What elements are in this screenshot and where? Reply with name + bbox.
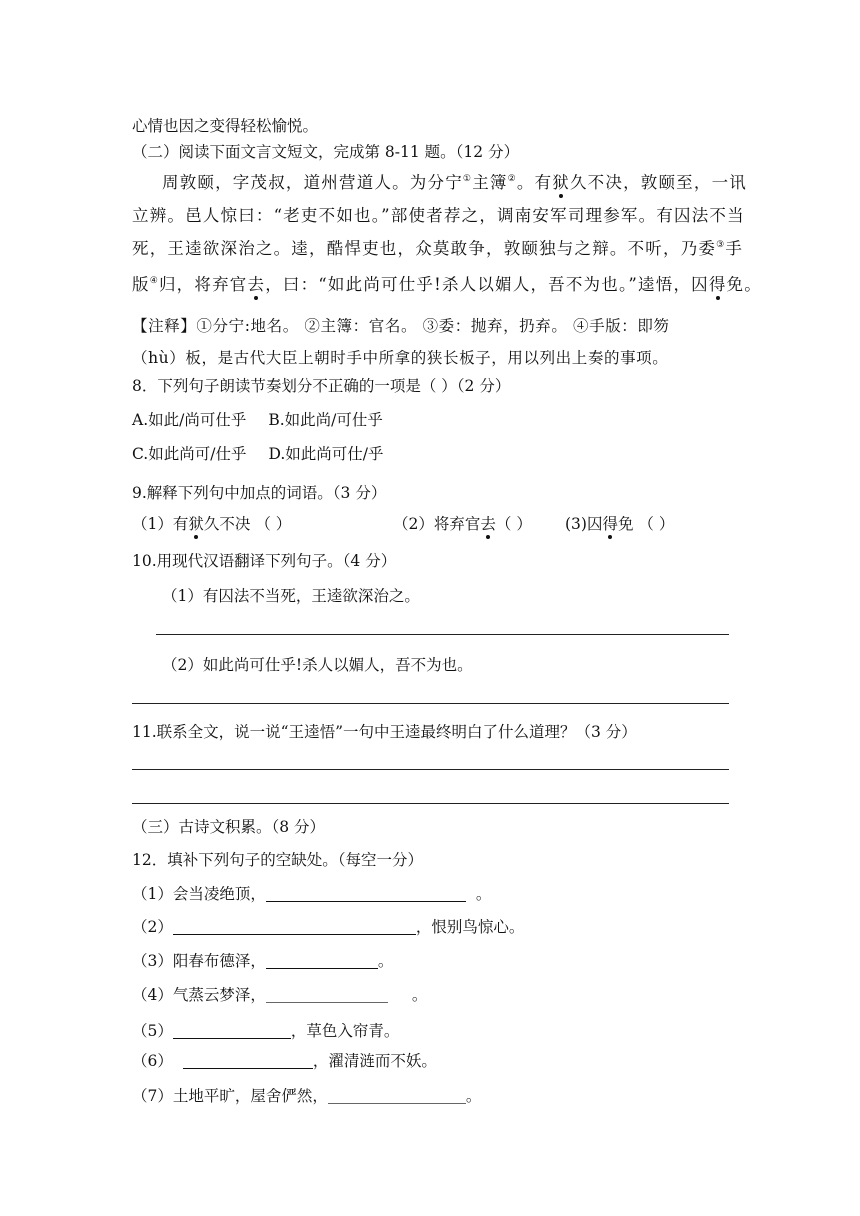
dotted-word-qu: 去 — [247, 275, 266, 294]
answer-line-11-1[interactable] — [132, 769, 729, 770]
footnote-3-marker: ③ — [716, 240, 726, 250]
footnote-4-marker: ④ — [149, 276, 159, 286]
fill-blank-3: （3）阳春布德泽， 。 — [132, 952, 394, 970]
question-9: 9.解释下列句中加点的词语。（3 分） — [132, 484, 387, 502]
dotted-word-qu-q9: 去 — [480, 515, 496, 533]
question-11: 11.联系全文，说一说“王逵悟”一句中王逵最终明白了什么道理？（3 分） — [132, 723, 637, 741]
question-8: 8．下列句子朗读节奏划分不正确的一项是（ ）（2 分） — [132, 377, 511, 395]
dotted-word-de: 得 — [708, 275, 727, 294]
passage-line-3: 死，王逵欲深治之。逵，酷悍吏也，众莫敢争，敦颐独与之辩。不听，乃委③手 — [132, 239, 744, 258]
blank-5[interactable] — [173, 1022, 291, 1039]
dotted-word-yu: 狱 — [552, 173, 570, 192]
option-b: B.如此尚/可仕乎 — [268, 411, 383, 429]
question-9-item-3: (3)囚得免 （ ） — [565, 515, 675, 533]
passage-line-2: 立辨。邑人惊曰：“老吏不如也。”部使者荐之，调南安军司理参军。有囚法不当 — [132, 206, 745, 225]
question-9-item-2: （2）将弃官去（ ） — [393, 515, 532, 533]
blank-6[interactable] — [183, 1052, 313, 1069]
answer-line-10-2[interactable] — [132, 703, 729, 704]
answer-line-11-2[interactable] — [132, 803, 729, 804]
fill-blank-5: （5） ，草色入帘青。 — [132, 1022, 400, 1040]
fill-blank-6: （6） ，濯清涟而不妖。 — [132, 1052, 437, 1070]
answer-line-10-1[interactable] — [156, 634, 729, 635]
section-three-heading: （三）古诗文积累。（8 分） — [132, 818, 326, 836]
section-two-heading: （二）阅读下面文言文短文，完成第 8-11 题。（12 分） — [132, 143, 520, 161]
fill-blank-4: （4）气蒸云梦泽， 。 — [132, 986, 428, 1004]
question-9-item-1: （1）有狱久不决 （ ） — [132, 515, 292, 533]
blank-7[interactable] — [328, 1087, 466, 1104]
option-a: A.如此/尚可仕乎 — [132, 411, 247, 429]
passage-line-1: 周敦颐，字茂叔，道州营道人。为分宁①主簿②。有狱久不决，敦颐至，一讯 — [162, 173, 747, 192]
question-10: 10.用现代汉语翻译下列句子。（4 分） — [132, 552, 397, 570]
footnote-2-marker: ② — [507, 174, 517, 184]
question-12: 12．填补下列句子的空缺处。（每空一分） — [132, 851, 423, 869]
question-10-item-2: （2）如此尚可仕乎!杀人以媚人，吾不为也。 — [162, 656, 473, 674]
question-8-options-ab — [132, 410, 383, 430]
fill-blank-2: （2） ，恨别鸟惊心。 — [132, 918, 525, 936]
carryover-line: 心情也因之变得轻松愉悦。 — [132, 117, 319, 135]
blank-3[interactable] — [266, 952, 378, 969]
option-c: C.如此尚可/仕乎 — [132, 445, 247, 463]
blank-4[interactable] — [266, 986, 388, 1003]
fill-blank-7: （7）土地平旷，屋舍俨然， 。 — [132, 1087, 482, 1105]
footnote-1-marker: ① — [462, 174, 473, 184]
note-line-1: 【注释】①分宁:地名。 ②主簿：官名。 ③委：抛弃，扔弃。 ④手版：即笏 — [132, 317, 670, 335]
fill-blank-1: （1）会当凌绝顶， 。 — [132, 885, 492, 903]
question-10-item-1: （1）有囚法不当死，王逵欲深治之。 — [162, 587, 420, 605]
option-d: D.如此尚可仕/乎 — [268, 445, 384, 463]
blank-1[interactable] — [266, 885, 466, 902]
blank-2[interactable] — [173, 918, 416, 935]
dotted-word-yu-q9: 狱 — [188, 515, 204, 533]
question-8-options-cd — [132, 444, 384, 464]
passage-line-4: 版④归，将弃官去，曰：“如此尚可仕乎!杀人以媚人，吾不为也。”逵悟，囚得免。 — [132, 275, 762, 294]
dotted-word-de-q9: 得 — [602, 515, 618, 533]
note-line-2: （hù）板，是古代大臣上朝时手中所拿的狭长板子，用以列出上奏的事项。 — [132, 349, 669, 367]
